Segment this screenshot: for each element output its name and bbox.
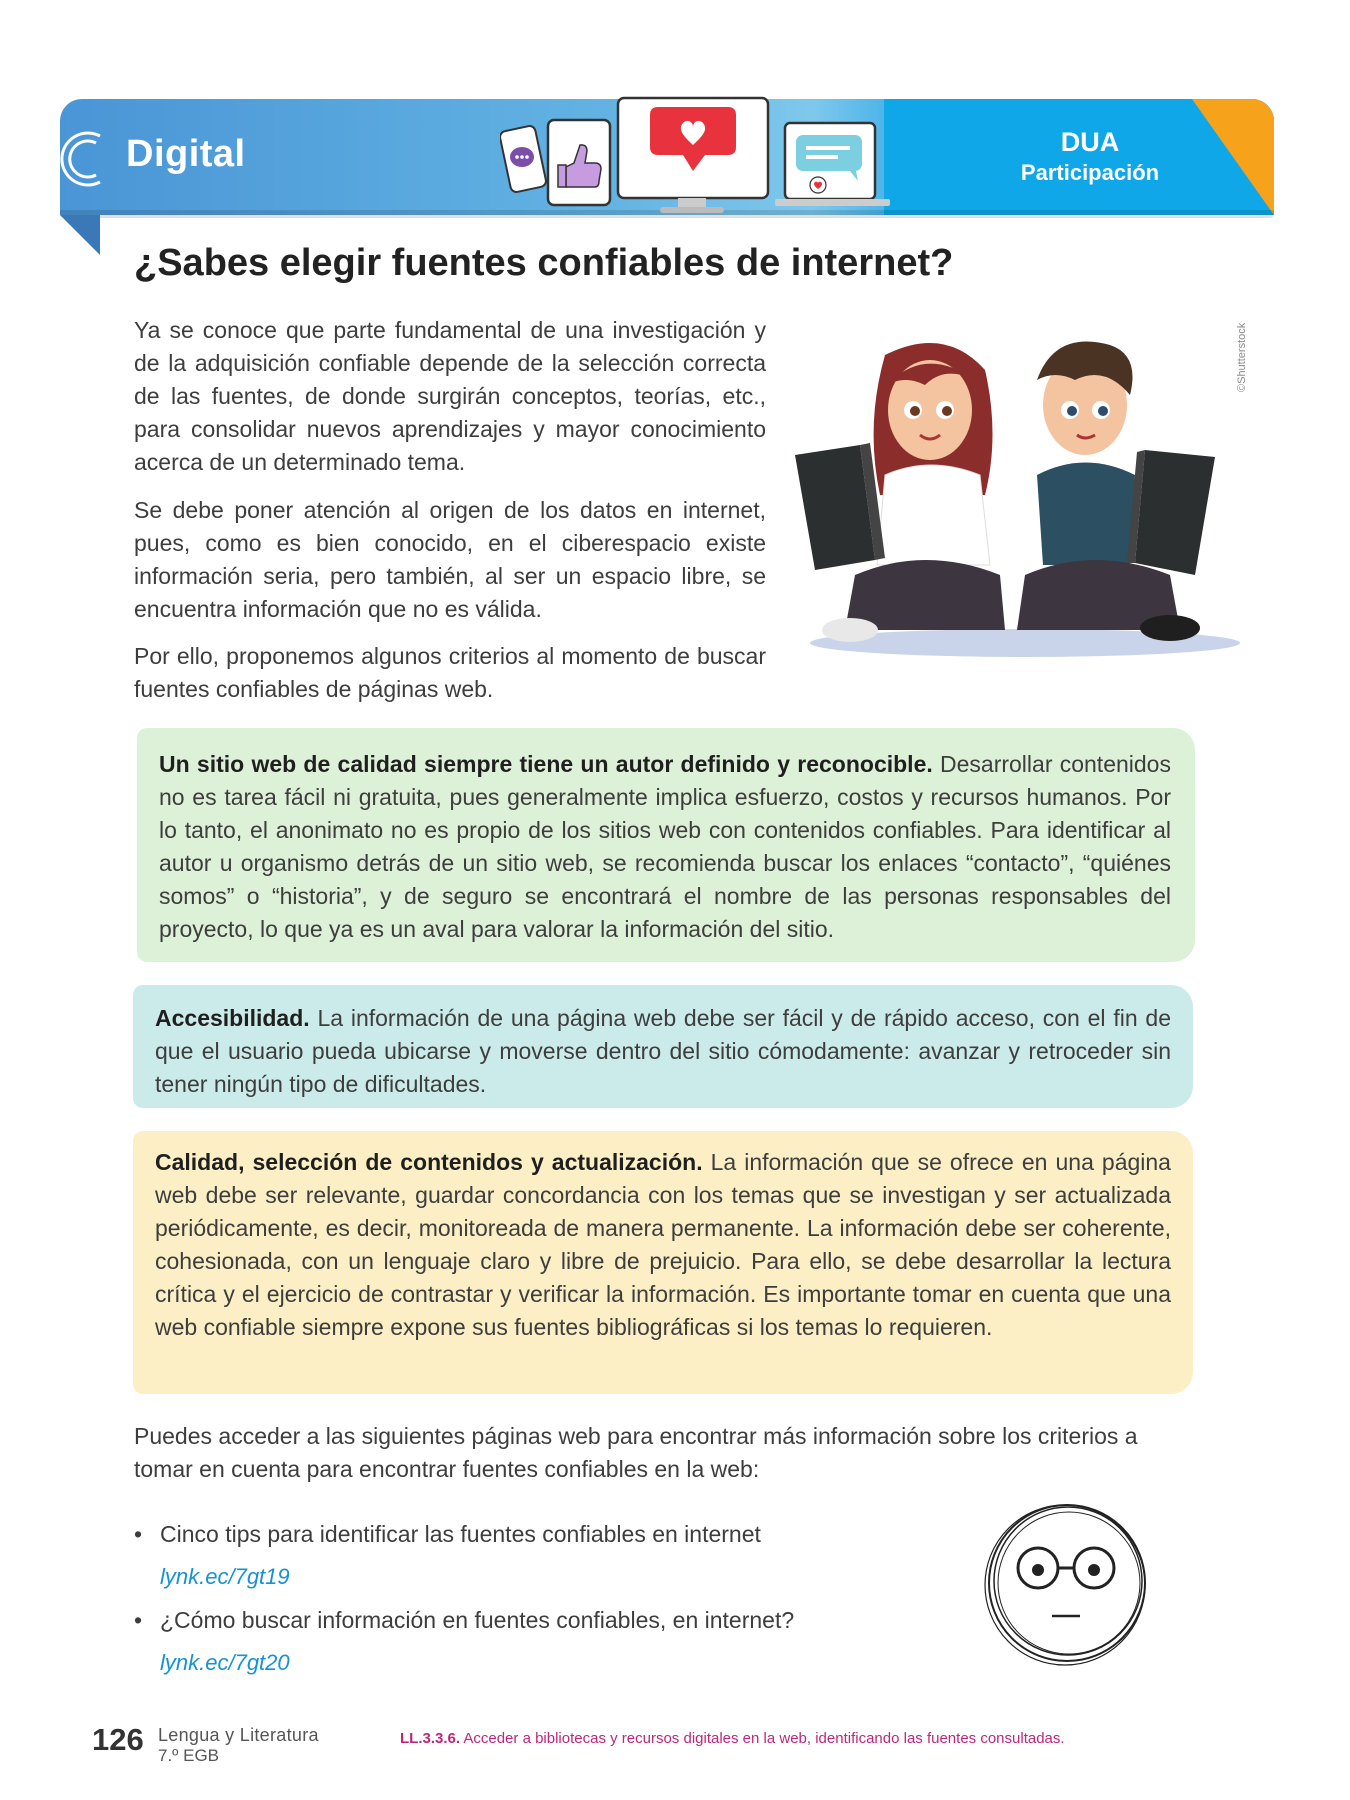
intro-paragraph-3: Por ello, proponemos algunos criterios al momento de buscar fuentes confiables de páginas web. <box>134 643 766 702</box>
list-item <box>134 1607 794 1634</box>
thumbs-up-icon <box>548 120 610 205</box>
list-item <box>134 1521 761 1548</box>
criterion-heading: Accesibilidad. <box>155 1005 310 1031</box>
criterion-heading: Calidad, selección de contenidos y actualización. <box>155 1149 703 1175</box>
image-credit: ©Shutterstock <box>1236 322 1248 392</box>
link-7gt20[interactable]: lynk.ec/7gt20 <box>160 1650 290 1675</box>
criterion-box-author <box>137 728 1195 962</box>
bullet-marker: • <box>134 1521 143 1547</box>
phone-icon <box>500 125 547 193</box>
criterion-text: Desarrollar contenidos no es tarea fácil ni gratuita, pues generalmente implica esfuerzo, costos y recursos humanos. Por lo tanto, el anonimato no es propio de los sitios web con contenidos confiables. Para identificar al autor u organismo detrás de un sitio web, se recomienda buscar los enlaces “contacto”, “quiénes somos” o “historia”, y de seguro se encontrará el nombre de las personas responsables del proyecto, lo que ya es un aval para valorar la información del sitio. <box>159 751 1171 942</box>
skill-code: LL.3.3.6. <box>400 1730 461 1747</box>
list-item-label: Cinco tips para identificar las fuentes confiables en internet <box>160 1521 761 1547</box>
intro-paragraph-2: Se debe poner atención al origen de los datos en internet, pues, como es bien conocido, en el ciberespacio existe información seria, pero también, al ser un espacio libre, se encuentra información que no es válida. <box>134 497 766 622</box>
criterion-box-accessibility <box>133 985 1193 1108</box>
header-fold <box>60 215 100 255</box>
criterion-box-quality <box>133 1131 1193 1394</box>
girl-figure <box>795 343 1005 642</box>
section-c-icon <box>56 124 106 194</box>
students-with-laptops-illustration <box>785 325 1245 665</box>
page-number: 126 <box>92 1722 144 1757</box>
links-intro: Puedes acceder a las siguientes páginas web para encontrar más información sobre los criterios a tomar en cuenta para encontrar fuentes confiables en la web: <box>134 1423 1138 1482</box>
heart-monitor-icon <box>618 98 768 213</box>
dua-title: DUA <box>1060 127 1120 157</box>
dua-subtitle: Participación <box>1020 160 1160 185</box>
sketch-face-icon <box>972 1488 1162 1678</box>
criterion-heading: Un sitio web de calidad siempre tiene un autor definido y reconocible. <box>159 751 933 777</box>
link-7gt19[interactable]: lynk.ec/7gt19 <box>160 1564 290 1589</box>
chat-laptop-icon <box>775 123 890 206</box>
boy-figure <box>1017 342 1215 641</box>
intro-paragraph-1: Ya se conoce que parte fundamental de una investigación y de la adquisición confiable depende de la selección correcta de las fuentes, de donde surgirán conceptos, teorías, etc., para consolidar nuevos aprendizajes y mayor conocimiento acerca de un determinado tema. <box>134 317 766 475</box>
list-item-label: ¿Cómo buscar información en fuentes confiables, en internet? <box>160 1607 795 1633</box>
skill-text: Acceder a bibliotecas y recursos digitales en la web, identificando las fuentes consultadas. <box>460 1730 1065 1747</box>
criterion-text: La información de una página web debe ser fácil y de rápido acceso, con el fin de que el usuario pueda ubicarse y moverse dentro del sitio cómodamente: avanzar y retroceder sin tener ningún tipo de dificultades. <box>155 1005 1171 1097</box>
criterion-text: La información que se ofrece en una página web debe ser relevante, guardar concordancia con los temas que se investigan y ser actualizada periódicamente, es decir, monitoreada de manera permanente. La información debe ser coherente, cohesionada, con un lenguaje claro y libre de prejuicio. Para ello, se debe desarrollar la lectura crítica y el ejercicio de contrastar y verificar la información. Es importante tomar en cuenta que una web confiable siempre expone sus fuentes bibliográficas si los temas lo requieren. <box>155 1149 1171 1340</box>
page-title: ¿Sabes elegir fuentes confiables de internet? <box>134 242 954 284</box>
section-title: Digital <box>126 133 246 175</box>
subject-label: Lengua y Literatura <box>158 1725 319 1745</box>
grade-label: 7.º EGB <box>158 1746 220 1765</box>
social-devices-illustration <box>500 95 920 220</box>
skill-note <box>400 1730 1065 1747</box>
bullet-marker: • <box>134 1607 143 1633</box>
